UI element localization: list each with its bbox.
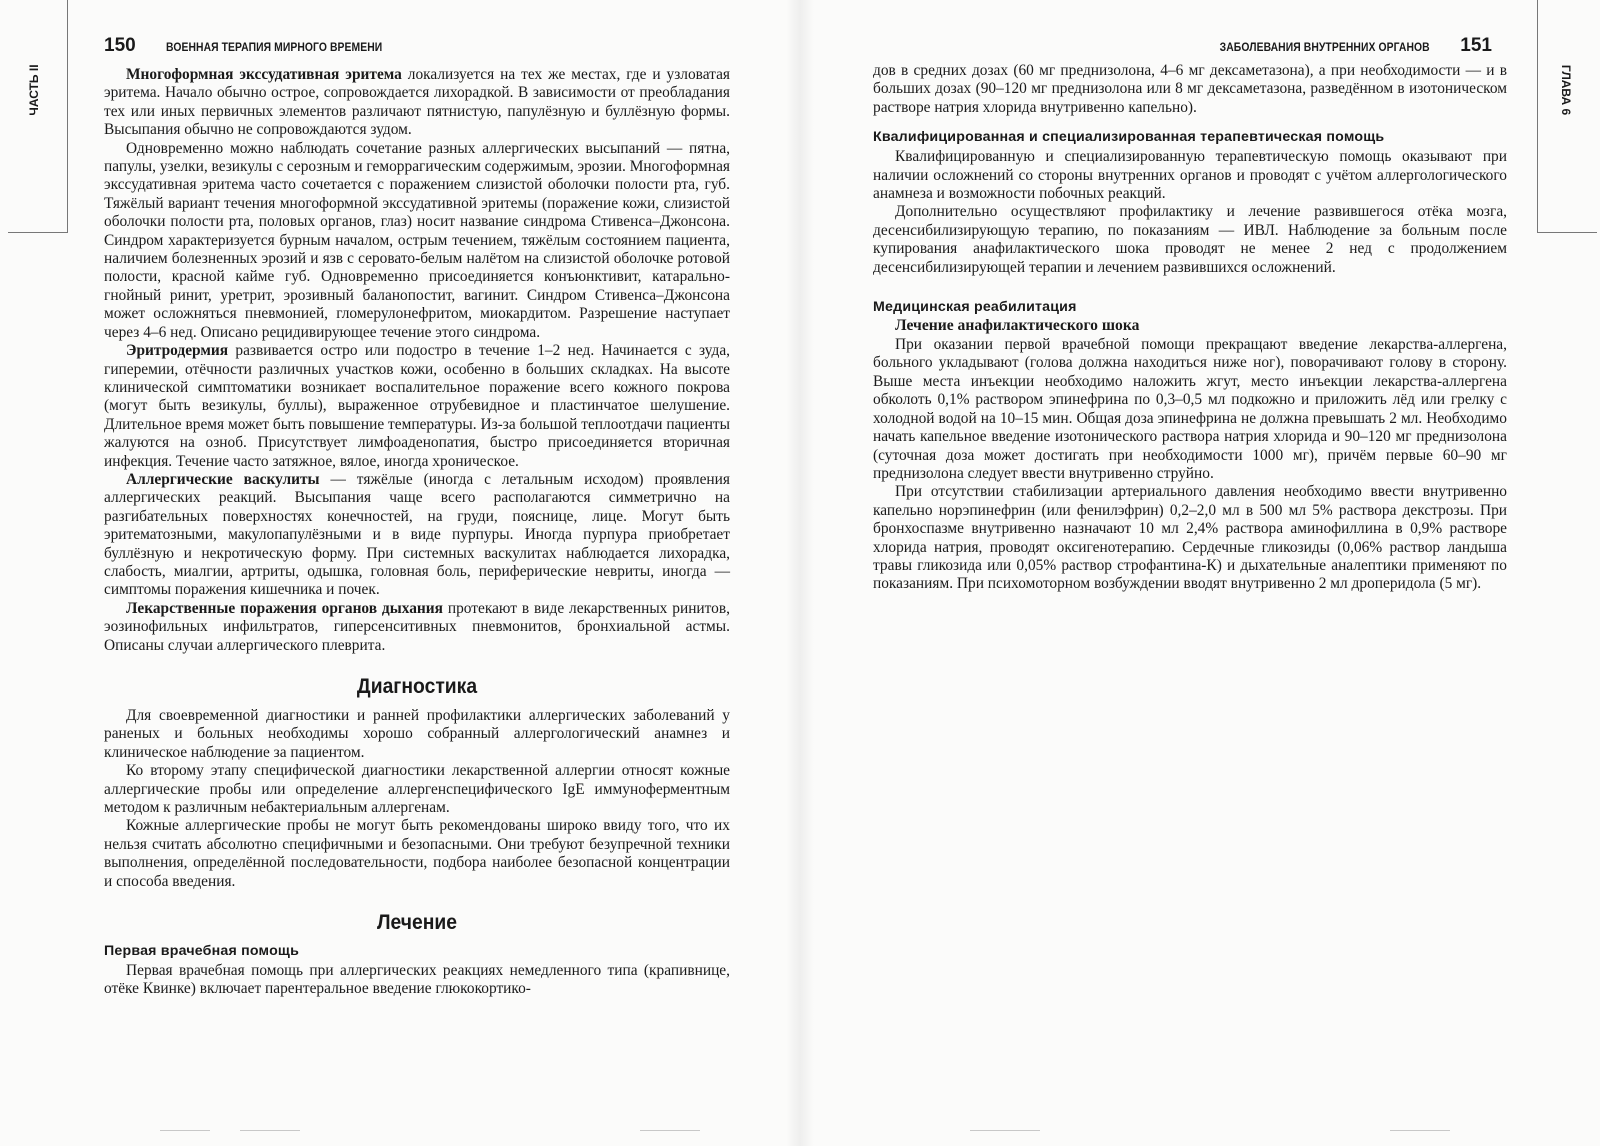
heading-qualified-care: Квалифицированная и специализированная терапевтическая помощь: [873, 129, 1385, 146]
bottom-edge-mark: [160, 1130, 210, 1131]
heading-diagnostics: Диагностика: [356, 675, 478, 698]
para-vasculitis: [104, 471, 730, 600]
bottom-edge-mark: [970, 1130, 1040, 1131]
para-respiratory: [104, 600, 730, 655]
right-running-title: ЗАБОЛЕВАНИЯ ВНУТРЕННИХ ОРГАНОВ: [1220, 42, 1431, 54]
left-side-tab: ЧАСТЬ II: [27, 64, 41, 116]
right-side-tab: ГЛАВА 6: [1559, 64, 1573, 116]
para-erythema-text: локализуется на тех же местах, где и узловатая эритема. Начало обычно острое, сопровождается лихорадкой. В зависимости от преобладания тех или иных первичных элементов различают пятнистую, папулёзную и буллёзную формы. Высыпания обычно не сопровождаются зудом.: [104, 66, 731, 139]
right-column: [873, 62, 1507, 594]
para-qualified-1: Квалифицированную и специализированную терапевтическую помощь оказывают при наличии осложнений со стороны внутренних органов и проводят с учётом аллергологического анамнеза и возможности побочных реакций.: [873, 148, 1507, 203]
para-erythema: [104, 66, 730, 140]
left-running-title: ВОЕННАЯ ТЕРАПИЯ МИРНОГО ВРЕМЕНИ: [166, 42, 383, 54]
bottom-edge-mark: [240, 1130, 300, 1131]
term-respiratory: Лекарственные поражения органов дыхания: [126, 599, 443, 617]
para-shock-1: При оказании первой врачебной помощи прекращают введение лекарства-аллергена, больного укладывают (голова должна находиться ниже ног), поворачивают голову в сторону. Выше места инъекции необходимо наложить жгут, место инъекции лекарства-аллергена обколоть 0,1% раствором эпинефрина по 0,3–0,5 мл подкожно и приложить лёд или грелку с холодной водой на 10–15 мин. Общая доза эпинефрина не должна превышать 2 мл. Необходимо начать капельное введение изотонического раствора натрия хлорида и 90–120 мг преднизолона (суточная доза может достигать при необходимости 1000 мг), причём первые 60–90 мг преднизолона следует ввести внутривенно струйно.: [873, 336, 1507, 482]
para-vasculitis-text: — тяжёлые (иногда с летальным исходом) проявления аллергических реакций. Высыпания чаще всего располагаются симметрично на разгибательных поверхностях конечностей, на груди, пояснице, лице. Могут быть эритематозными, макулопапулёзными и в виде пурпуры. Иногда пурпура приобретает буллёзную и некротическую форму. При системных васкулитах наблюдается лихорадка, слабость, миалгии, артриты, одышка, головная боль, периферические невриты, иногда — симптомы поражения кишечника и почек.: [104, 470, 730, 599]
term-erythroderma: Эритродермия: [126, 342, 229, 360]
term-vasculitis: Аллергические васкулиты: [126, 470, 320, 488]
heading-rehabilitation: Медицинская реабилитация: [873, 299, 1077, 316]
bottom-edge-mark: [1390, 1130, 1450, 1131]
para-shock-2: При отсутствии стабилизации артериального давления необходимо ввести внутривенно капельно норэпинефрин (или фенилэфрин) 0,2–2,0 мл в 500 мл 5% раствора декстрозы. При бронхоспазме внутривенно назначают 10 мл 2,4% раствора аминофиллина в 0,9% растворе хлорида натрия, проводят оксигенотерапию. Сердечные гликозиды (0,06% раствор ландыша травы гликозида или 0,05% раствор строфантина-К) и дыхательные аналептики применяют по показаниям. При психомоторном возбуждении вводят внутривенно 2 мл дроперидола (5 мг).: [873, 483, 1507, 593]
right-running-head: [1208, 35, 1492, 57]
para-diag-2: Ко второму этапу специфической диагностики лекарственной аллергии относят кожные аллергические пробы или определение аллергенспецифического IgE иммуноферментным методом к различным небактериальным аллергенам.: [104, 762, 730, 817]
para-qualified-2: Дополнительно осуществляют профилактику и лечение развившегося отёка мозга, десенсибилизирующую терапию, по показаниям — ИВЛ. Наблюдение за больным после купирования анафилактического шока проводят не менее 2 нед с продолжением десенсибилизирующей терапии и лечением развившихся осложнений.: [873, 203, 1507, 276]
term-erythema: Многоформная экссудативная эритема: [126, 66, 402, 83]
para-stevens-johnson: Одновременно можно наблюдать сочетание разных аллергических высыпаний — пятна, папулы, узелки, везикулы с серозным и геморрагическим содержимым, эрозии. Многоформная экссудативная эритема часто сочетается с поражением слизистой оболочки полости рта, губ. Тяжёлый вариант течения многоформной экссудативной эритемы (поражение кожи, слизистой оболочки полости рта, половых органов, глаз) носит название синдрома Стивенса–Джонсона. Синдром характеризуется бурным началом, острым течением, тяжёлым состоянием пациента, наличием болезненных эрозий и язв с серовато-белым налётом на слизистой оболочке ротовой полости, красной кайме губ. Одновременно присоединяется конъюнктивит, катарально-гнойный ринит, уретрит, эрозивный баланопостит, вагинит. Синдром Стивенса–Джонсона может осложняться пневмонией, гломерулонефритом, миокардитом. Разрешение наступает через 4–6 нед. Описано рецидивирующее течение этого синдрома.: [104, 139, 730, 341]
heading-treatment: Лечение: [376, 911, 458, 935]
right-page-number: 151: [1460, 35, 1492, 56]
para-erythroderma: [104, 342, 730, 471]
para-respiratory-text: протекают в виде лекарственных ринитов, эозинофильных инфильтратов, гиперсенситивных пневмонитов, бронхиальной астмы. Описаны случаи аллергического плеврита.: [104, 599, 730, 654]
left-column: [104, 66, 730, 999]
bottom-edge-mark: [640, 1130, 700, 1131]
left-running-head: [104, 35, 395, 57]
book-gutter: [786, 0, 814, 1146]
heading-anaphylactic-shock: Лечение анафилактического шока: [895, 317, 1140, 335]
para-diag-1: Для своевременной диагностики и ранней профилактики аллергических заболеваний у раненых и больных необходимы хорошо собранный аллергологический анамнез и клиническое наблюдение за пациентом.: [104, 707, 730, 761]
left-page-number: 150: [104, 35, 136, 56]
para-continuation: дов в средних дозах (60 мг преднизолона, 4–6 мг дексаметазона), а при необходимости — и в больших дозах (90–120 мг преднизолона или 8 мг дексаметазона, разведённом в изотоническом растворе натрия хлорида внутривенно капельно).: [873, 62, 1507, 116]
para-first-aid: Первая врачебная помощь при аллергических реакциях немедленного типа (крапивнице, отёке Квинке) включает парентеральное введение глюкокортико-: [104, 962, 730, 998]
para-erythroderma-text: развивается остро или подостро в течение 1–2 нед. Начинается с зуда, гиперемии, отёчности различных участков кожи, особенно в больших складках. На высоте клинической симптоматики возникает воспалительное поражение всего кожного покрова (могут быть везикулы, буллы), выраженное отрубевидное и пластинчатое шелушение. Длительное время может быть повышение температуры. Из-за большой теплоотдачи пациенты жалуются на озноб. Присутствует лимфоаденопатия, быстро присоединяется вторичная инфекция. Течение часто затяжное, вялое, иногда хроническое.: [104, 342, 730, 470]
left-tab-rule-horizontal: [8, 232, 68, 233]
right-tab-rule-vertical: [1537, 0, 1538, 232]
right-tab-rule-horizontal: [1537, 232, 1597, 233]
left-tab-rule-vertical: [67, 0, 68, 232]
para-diag-3: Кожные аллергические пробы не могут быть рекомендованы широко ввиду того, что их нельзя считать абсолютно специфичными и безопасными. Они требуют безупречной техники выполнения, определённой последовательности, подбора наиболее безопасной концентрации и способа введения.: [104, 817, 730, 890]
heading-first-aid: Первая врачебная помощь: [104, 943, 300, 960]
